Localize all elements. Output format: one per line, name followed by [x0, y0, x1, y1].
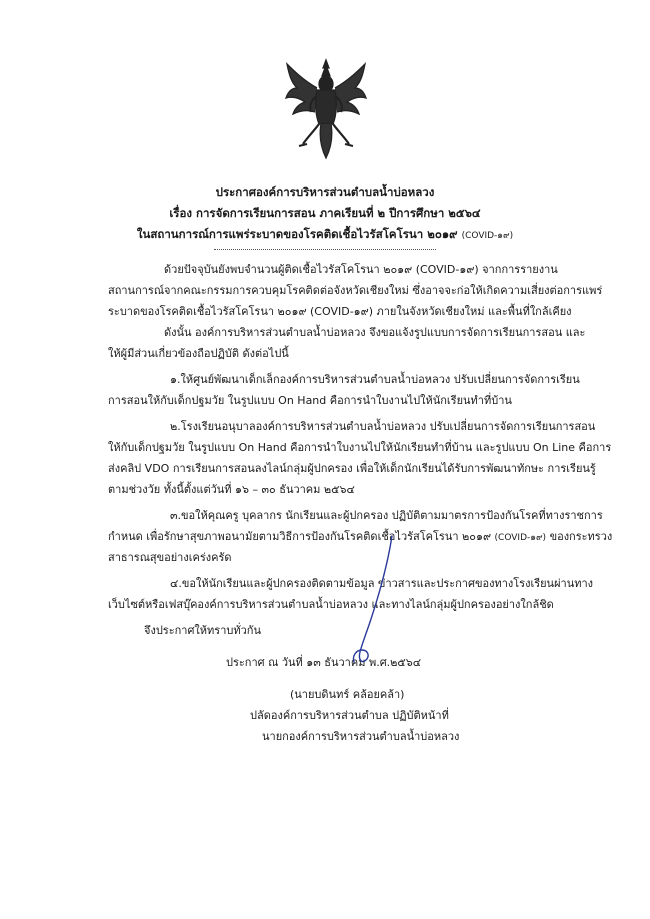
- header-separator: [214, 249, 436, 250]
- para2-line-2: ให้ผู้มีส่วนเกี่ยวข้องถือปฏิบัติ ดังต่อไปนี้: [108, 347, 289, 360]
- signer-title-2: นายกองค์การบริหารส่วนตำบลน้ำบ่อหลวง: [262, 730, 460, 743]
- garuda-emblem-icon: [283, 58, 369, 160]
- intro-line-2: สถานการณ์จากคณะกรรมการควบคุมโรคติดต่อจังหวัดเชียงใหม่ ซึ่งอาจจะก่อให้เกิดความเสี่ยงต่อการแพร่: [108, 284, 603, 297]
- para2-line-1: ดังนั้น องค์การบริหารส่วนตำบลน้ำบ่อหลวง จึงขอแจ้งรูปแบบการจัดการเรียนการสอน และ: [164, 326, 586, 339]
- context-covid-label: (COVID-๑๙): [461, 231, 514, 241]
- item4-line-2: เว็บไซต์หรือเฟสบุ๊คองค์การบริหารส่วนตำบลน้ำบ่อหลวง และทางไลน์กลุ่มผู้ปกครองอย่างใกล้ชิด: [108, 598, 554, 611]
- item2-line-4: ตามช่วงวัย ทั้งนี้ตั้งแต่วันที่ ๑๖ – ๓๐ ธันวาคม ๒๕๖๔: [108, 483, 355, 496]
- context-text: ในสถานการณ์การแพร่ระบาดของโรคติดเชื้อไวรัสโคโรนา ๒๐๑๙: [136, 227, 458, 241]
- signer-title-1: ปลัดองค์การบริหารส่วนตำบล ปฏิบัติหน้าที่: [250, 709, 449, 722]
- item3-line-1: ๓.ขอให้คุณครู บุคลากร นักเรียนและผู้ปกครอง ปฏิบัติตามมาตรการป้องกันโรคที่ทางราชการ: [170, 509, 603, 522]
- closing-text: จึงประกาศให้ทราบทั่วกัน: [144, 624, 261, 637]
- signer-name: (นายบดินทร์ คล้อยคล้า): [290, 688, 405, 701]
- item3-line-3: สาธารณสุขอย่างเคร่งครัด: [108, 551, 232, 564]
- item3-line-2-text: กำหนด เพื่อรักษาสุขภาพอนามัยตามวิธีการป้องกันโรคติดเชื้อไวรัสโคโรนา ๒๐๑๙: [108, 530, 492, 543]
- item2-line-1: ๒.โรงเรียนอนุบาลองค์การบริหารส่วนตำบลน้ำบ่อหลวง ปรับเปลี่ยนการจัดการเรียนการสอน: [170, 420, 596, 433]
- item2-line-3: ส่งคลิป VDO การเรียนการสอนลงไลน์กลุ่มผู้ปกครอง เพื่อให้เด็กนักเรียนได้รับการพัฒนาทักษะ การเรียนรู้: [108, 462, 596, 475]
- handwritten-signature: [330, 532, 410, 672]
- intro-line-3: ระบาดของโรคติดเชื้อไวรัสโคโรนา ๒๐๑๙ (COVID-๑๙) ภายในจังหวัดเชียงใหม่ และพื้นที่ใกล้เคียง: [108, 305, 572, 318]
- announcement-date: ประกาศ ณ วันที่ ๑๓ ธันวาคม พ.ศ.๒๕๖๔: [226, 656, 422, 669]
- intro-line-1: ด้วยปัจจุบันยังพบจำนวนผู้ติดเชื้อไวรัสโคโรนา ๒๐๑๙ (COVID-๑๙) จากการรายงาน: [164, 263, 558, 276]
- item2-line-2: ให้กับเด็กปฐมวัย ในรูปแบบ On Hand คือการนำใบงานไปให้นักเรียนทำที่บ้าน และรูปแบบ On Line คือการ: [108, 441, 612, 454]
- announcement-title: ประกาศองค์การบริหารส่วนตำบลน้ำบ่อหลวง: [215, 185, 435, 199]
- item3-covid-label: (COVID-๑๙): [494, 533, 547, 543]
- item4-line-1: ๔.ขอให้นักเรียนและผู้ปกครองติดตามข้อมูล ข่าวสารและประกาศของทางโรงเรียนผ่านทาง: [170, 577, 594, 590]
- announcement-context: [0, 224, 650, 246]
- item1-line-2: การสอนให้กับเด็กปฐมวัย ในรูปแบบ On Hand คือการนำใบงานไปให้นักเรียนทำที่บ้าน: [108, 394, 512, 407]
- announcement-subject: เรื่อง การจัดการเรียนการสอน ภาคเรียนที่ ๒ ปีการศึกษา ๒๕๖๔: [169, 206, 481, 220]
- item3-line-2-end: ของกระทรวง: [549, 530, 613, 543]
- item1-line-1: ๑.ให้ศูนย์พัฒนาเด็กเล็กองค์การบริหารส่วนตำบลน้ำบ่อหลวง ปรับเปลี่ยนการจัดการเรียน: [170, 373, 580, 386]
